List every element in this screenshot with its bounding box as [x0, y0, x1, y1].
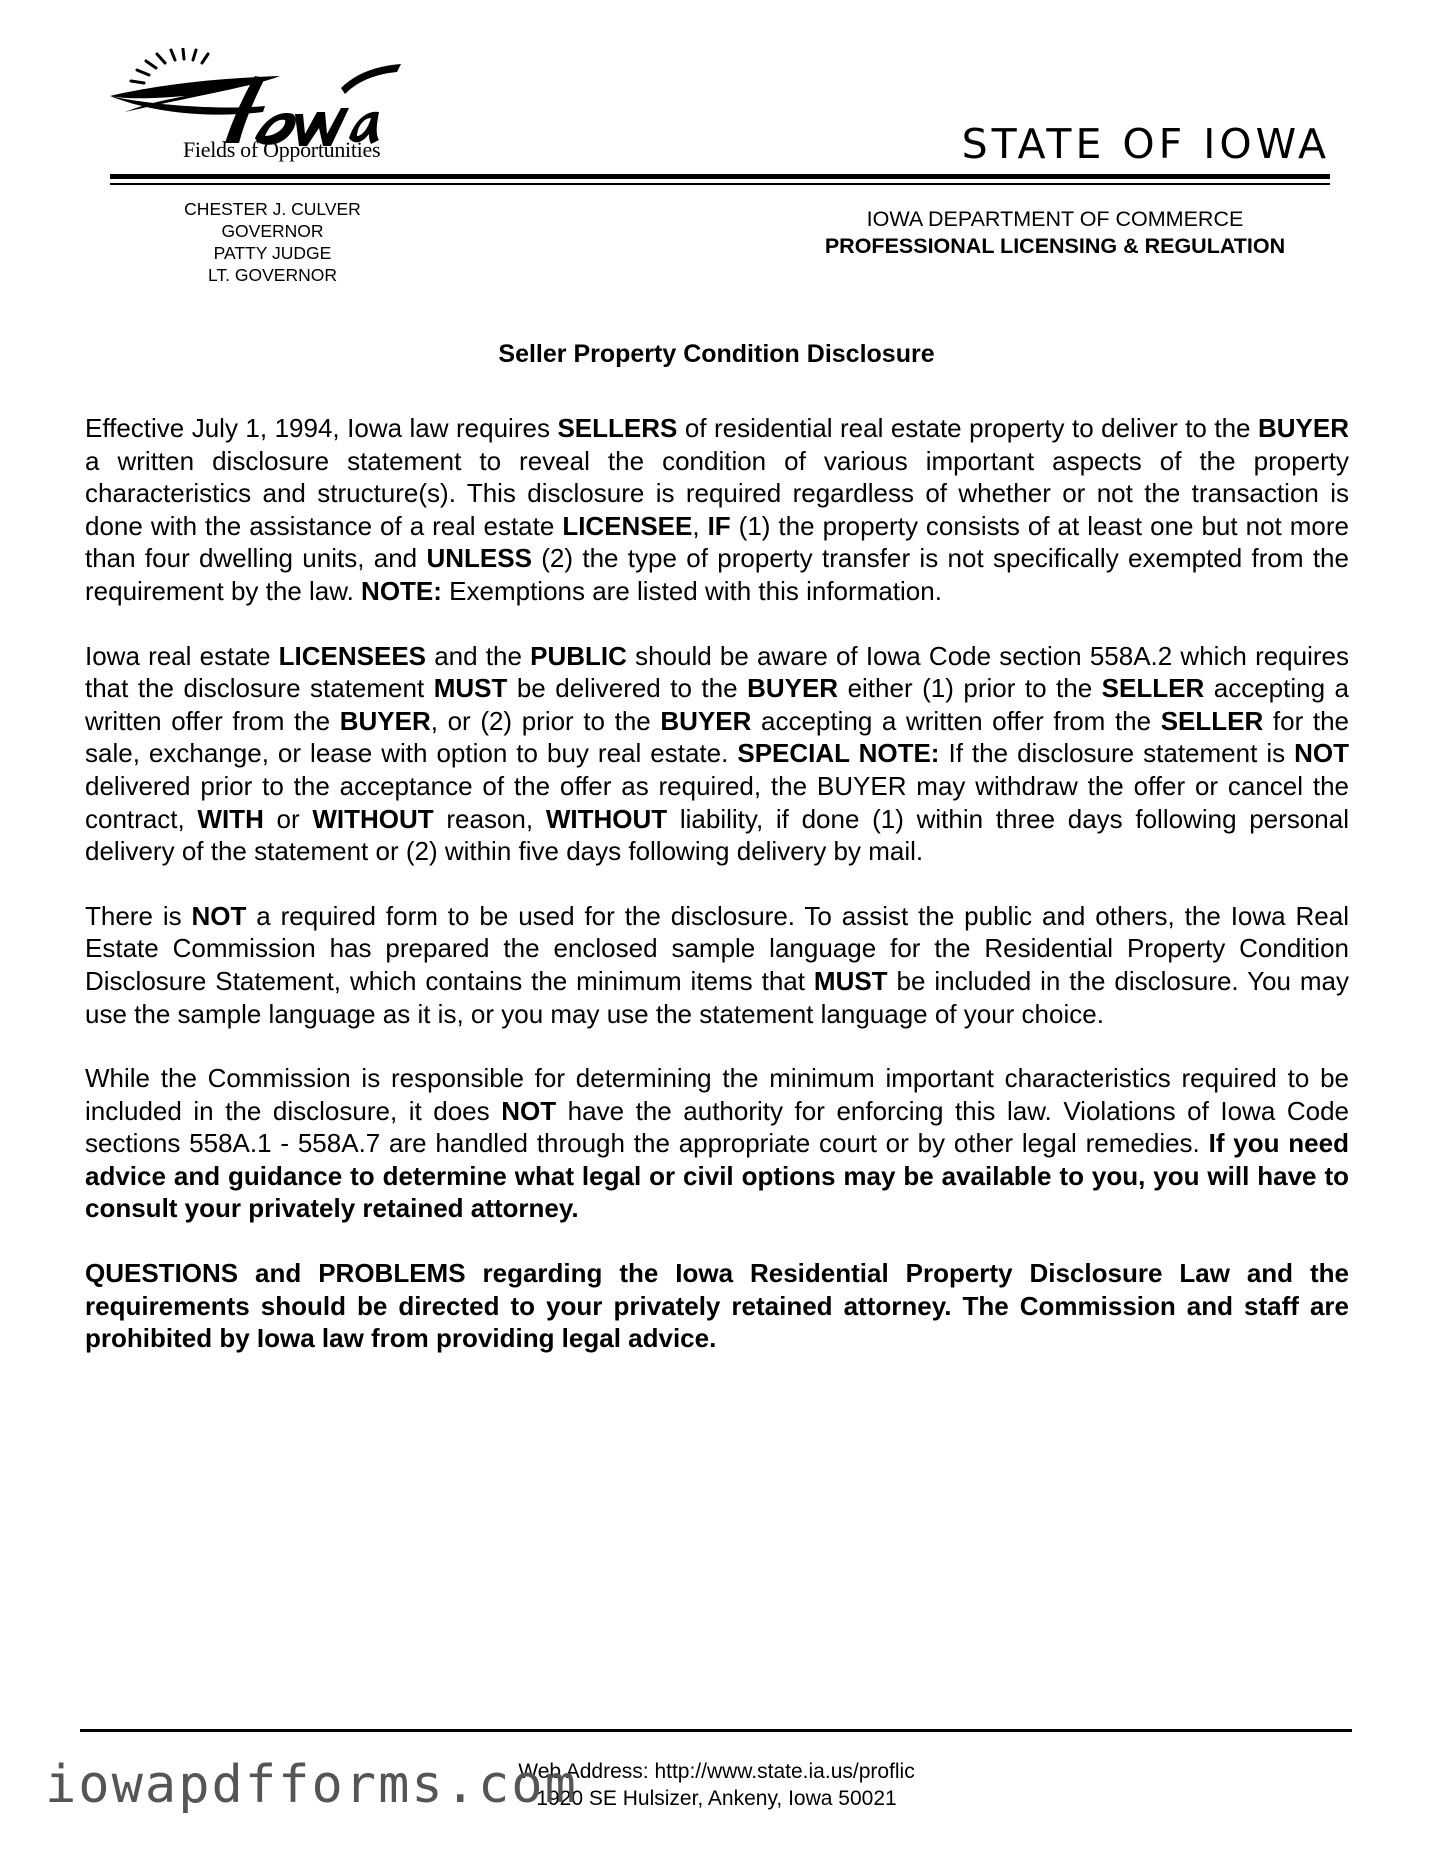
body-text-run: for the sale, exchange, or lease with option to buy real estate.: [85, 705, 1350, 769]
body-text-run: be delivered to the: [507, 673, 748, 704]
document-title: Seller Property Condition Disclosure: [498, 340, 935, 368]
body-paragraph: [85, 412, 1349, 608]
body-text-run: Exemptions are listed with this information.: [441, 575, 942, 606]
emphasis-text: IF: [707, 510, 731, 541]
body-paragraph: [85, 900, 1349, 1030]
emphasis-text: QUESTIONS and PROBLEMS regarding the Iowa Residential Property Disclosure Law and the requirements should be directed to your privately retained attorney. The Commission and staff are prohibited by Iowa law from providing legal advice.: [85, 1258, 1349, 1354]
emphasis-text: NOT: [1294, 738, 1349, 769]
emphasis-text: MUST: [433, 673, 508, 704]
governor-name: CHESTER J. CULVER: [184, 199, 361, 219]
body-text-run: (1) the property consists of at least one but not more than four dwelling units, and: [85, 510, 1349, 574]
street-address: 1920 SE Hulsizer, Ankeny, Iowa 50021: [536, 1787, 897, 1810]
body-text-run: or: [263, 803, 313, 834]
emphasis-text: BUYER: [660, 705, 752, 736]
department-block: [820, 206, 1290, 260]
header-divider: [110, 174, 1330, 179]
body-text-run: liability, if done (1) within three days following personal delivery of the statement or (2) within five days following delivery by mail.: [85, 803, 1349, 867]
body-text-run: (2) the type of property transfer is not specifically exempted from the requirement by the law.: [85, 543, 1349, 606]
body-text-run: have the authority for enforcing this law. Violations of Iowa Code sections 558A.1 - 558A.7 are handled through the appropriate court or by other legal remedies.: [85, 1095, 1349, 1159]
emphasis-text: NOT: [501, 1095, 557, 1126]
officials-block: [150, 198, 395, 286]
governor-title: GOVERNOR: [221, 221, 324, 241]
body-text-run: a written disclosure statement to reveal the condition of various important aspects of the property characteristics and structure(s). This disclosure is required regardless of whether or not the transaction is done with the assistance of a real estate: [85, 445, 1349, 541]
emphasis-text: SELLERS: [557, 413, 678, 443]
emphasis-text: SPECIAL NOTE:: [737, 738, 940, 769]
body-text-run: ,: [692, 510, 708, 541]
emphasis-text: BUYER: [1258, 413, 1350, 443]
body-paragraph: [85, 640, 1349, 868]
department-name: IOWA DEPARTMENT OF COMMERCE: [866, 207, 1244, 231]
body-text-run: While the Commission is responsible for determining the minimum important characteristics required to be included in the disclosure, it does: [85, 1063, 1349, 1126]
body-text-run: a required form to be used for the disclosure. To assist the public and others, the Iowa Real Estate Commission has prepared the enclosed sample language for the Residential Property Condition Disclosure Statement, which contains the minimum items that: [85, 900, 1349, 996]
body-text-run: If the disclosure statement is: [939, 738, 1295, 769]
emphasis-text: SELLER: [1160, 705, 1264, 736]
body-text-run: delivered prior to the acceptance of the offer as required, the BUYER may withdraw the offer or cancel the contract,: [85, 770, 1349, 834]
logo-tagline: Fields of Opportunities: [183, 137, 381, 162]
body-text-run: accepting a written offer from the: [85, 673, 1349, 736]
emphasis-text: UNLESS: [426, 543, 532, 574]
watermark: iowapdfforms.com: [45, 1755, 578, 1815]
emphasis-text: BUYER: [339, 705, 431, 736]
footer-divider: [80, 1729, 1352, 1732]
emphasis-text: WITHOUT: [312, 803, 434, 834]
body-text-run: Iowa real estate: [85, 640, 279, 671]
emphasis-text: WITHOUT: [545, 803, 668, 834]
emphasis-text: WITH: [197, 803, 264, 834]
emphasis-text: NOT: [191, 900, 247, 931]
body-text-run: There is: [85, 900, 192, 931]
emphasis-text: PUBLIC: [530, 640, 627, 671]
body-text-run: , or (2) prior to the: [430, 705, 661, 736]
body-text-run: and the: [426, 640, 531, 671]
lt-governor-title: LT. GOVERNOR: [207, 265, 337, 285]
state-title: STATE OF IOWA: [961, 120, 1330, 168]
emphasis-text: If you need advice and guidance to determine what legal or civil options may be available to you, you will have to consult your privately retained attorney.: [85, 1128, 1349, 1224]
body-text-run: accepting a written offer from the: [751, 705, 1161, 736]
body-paragraph: [85, 1062, 1349, 1225]
body-paragraph: [85, 1257, 1349, 1355]
body-text-run: either (1) prior to the: [838, 673, 1102, 704]
lt-governor-name: PATTY JUDGE: [213, 243, 332, 263]
emphasis-text: NOTE:: [361, 575, 442, 606]
document-body: [85, 412, 1349, 1387]
emphasis-text: SELLER: [1101, 673, 1205, 704]
emphasis-text: LICENSEE: [562, 510, 693, 541]
body-text-run: should be aware of Iowa Code section 558A.2 which requires that the disclosure statement: [85, 640, 1349, 704]
body-text-run: Effective July 1, 1994, Iowa law requires: [85, 413, 558, 443]
body-text-run: be included in the disclosure. You may use the sample language as it is, or you may use the statement language of your choice.: [85, 965, 1350, 1029]
header-divider-thin: [110, 183, 1330, 185]
body-text-run: reason,: [433, 803, 546, 834]
emphasis-text: MUST: [813, 965, 888, 996]
division-name: PROFESSIONAL LICENSING & REGULATION: [824, 234, 1286, 258]
emphasis-text: BUYER: [747, 673, 839, 704]
body-text-run: of residential real estate property to deliver to the: [677, 413, 1258, 443]
web-address: Web Address: http://www.state.ia.us/proflic: [518, 1760, 915, 1783]
emphasis-text: LICENSEES: [278, 640, 427, 671]
